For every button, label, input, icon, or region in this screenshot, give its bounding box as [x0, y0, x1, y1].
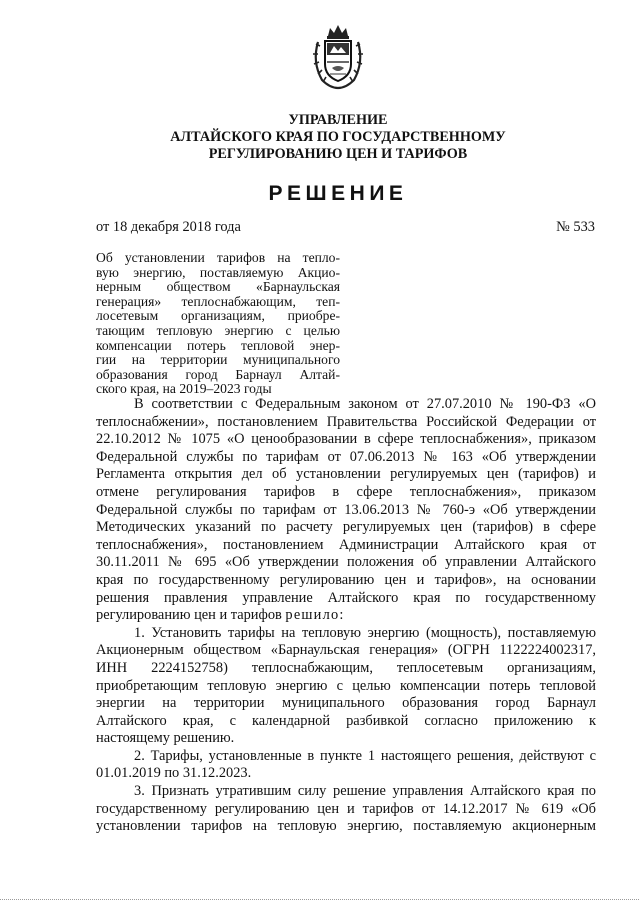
agency-name [90, 112, 586, 163]
body-line: Методических указаний по расчету регулируемых цен (тарифов) в сфере [96, 519, 596, 536]
body-line: 2. Тарифы, установленные в пункте 1 настоящего решения, действуют с [134, 747, 596, 764]
page-bottom-edge [0, 899, 639, 900]
subject-line: генерация» теплоснабжающим, теп- [96, 293, 340, 309]
agency-line: УПРАВЛЕНИЕ [288, 112, 388, 128]
body-line: Регламента открытия дел об установлении регулируемых цен (тарифов) и [96, 466, 596, 483]
body-line: настоящему решению. [96, 730, 235, 747]
body-line: государственному регулированию цен и тарифов от 14.12.2017 № 619 «Об [96, 800, 596, 817]
subject-line: гии на территории муниципального [96, 352, 340, 368]
body-line: ИНН 2224152758) теплоснабжающим, теплосетевым организациям, [96, 659, 596, 676]
body-line: решения правления управление Алтайского края по государственному [96, 589, 596, 606]
clause-2-paragraph [96, 748, 596, 783]
decision-title: РЕШЕНИЕ [268, 182, 408, 205]
body-line: Федеральной службы по тарифам от 13.06.2013 № 760-э «Об утверждении [96, 501, 596, 518]
body-line-text: регулированию цен и тарифов [96, 607, 286, 624]
agency-line: АЛТАЙСКОГО КРАЯ ПО ГОСУДАРСТВЕННОМУ [170, 129, 506, 145]
body-line: Алтайского края, с календарной разбивкой согласно приложению к [96, 712, 596, 729]
decision-subject [96, 251, 340, 397]
body-line: 1. Установить тарифы на тепловую энергию (мощность), поставляемую [134, 624, 596, 641]
subject-line: нерным обществом «Барнаульская [96, 279, 340, 295]
body-line: отмене регулирования тарифов в сфере теплоснабжения», приказом [96, 483, 596, 500]
body-line: края по государственному регулированию цен и тарифов», на основании [96, 571, 596, 588]
body-line: приобретающим тепловую энергию с целью компенсации потерь тепловой [96, 677, 596, 694]
preamble-paragraph [96, 396, 596, 625]
decision-date: от 18 декабря 2018 года [96, 219, 241, 235]
subject-line: лосетевым организациям, приобре- [96, 308, 340, 324]
subject-line: образования город Барнаул Алтай- [96, 366, 340, 382]
decision-number: № 533 [556, 219, 595, 235]
subject-line: тающим тепловую энергию с целью [96, 322, 340, 338]
body-line: установлении тарифов на тепловую энергию, поставляемую акционерным [96, 818, 596, 835]
body-line: В соответствии с Федеральным законом от 27.07.2010 № 190-ФЗ «О [134, 396, 596, 412]
clause-1-paragraph [96, 625, 596, 748]
body-line: 30.11.2011 № 695 «Об утверждении положения об управлении Алтайского [96, 554, 596, 571]
resolution-keyword: решило: [285, 607, 345, 624]
body-line: 22.10.2012 № 1075 «О ценообразовании в сфере теплоснабжения», приказом [96, 431, 596, 448]
body-line: 01.01.2019 по 31.12.2023. [96, 765, 252, 782]
body-line: теплоснабжении», постановлением Правительства Российской Федерации от [96, 413, 596, 430]
agency-line: РЕГУЛИРОВАНИЮ ЦЕН И ТАРИФОВ [208, 146, 468, 162]
body-line [96, 607, 596, 625]
subject-line: ского края, на 2019–2023 годы [96, 381, 272, 397]
subject-line: Об установлении тарифов на тепло- [96, 250, 340, 265]
body-line: Федеральной службы по тарифам от 07.06.2013 № 163 «Об утверждении [96, 448, 596, 465]
clause-3-paragraph [96, 783, 596, 836]
body-line: 3. Признать утратившим силу решение управления Алтайского края по [134, 783, 596, 800]
subject-line: компенсации потерь тепловой энер- [96, 337, 340, 353]
body-line: энергии на территории муниципального образования город Барнаул [96, 695, 596, 712]
subject-line: вую энергию, поставляемую Акцио- [96, 264, 340, 280]
decision-body [96, 396, 596, 836]
coat-of-arms-icon [308, 22, 368, 90]
body-line: теплоснабжения», постановлением Администрации Алтайского края от [96, 536, 596, 553]
body-line: Акционерным обществом «Барнаульская генерация» (ОГРН 1122224002317, [96, 642, 596, 659]
